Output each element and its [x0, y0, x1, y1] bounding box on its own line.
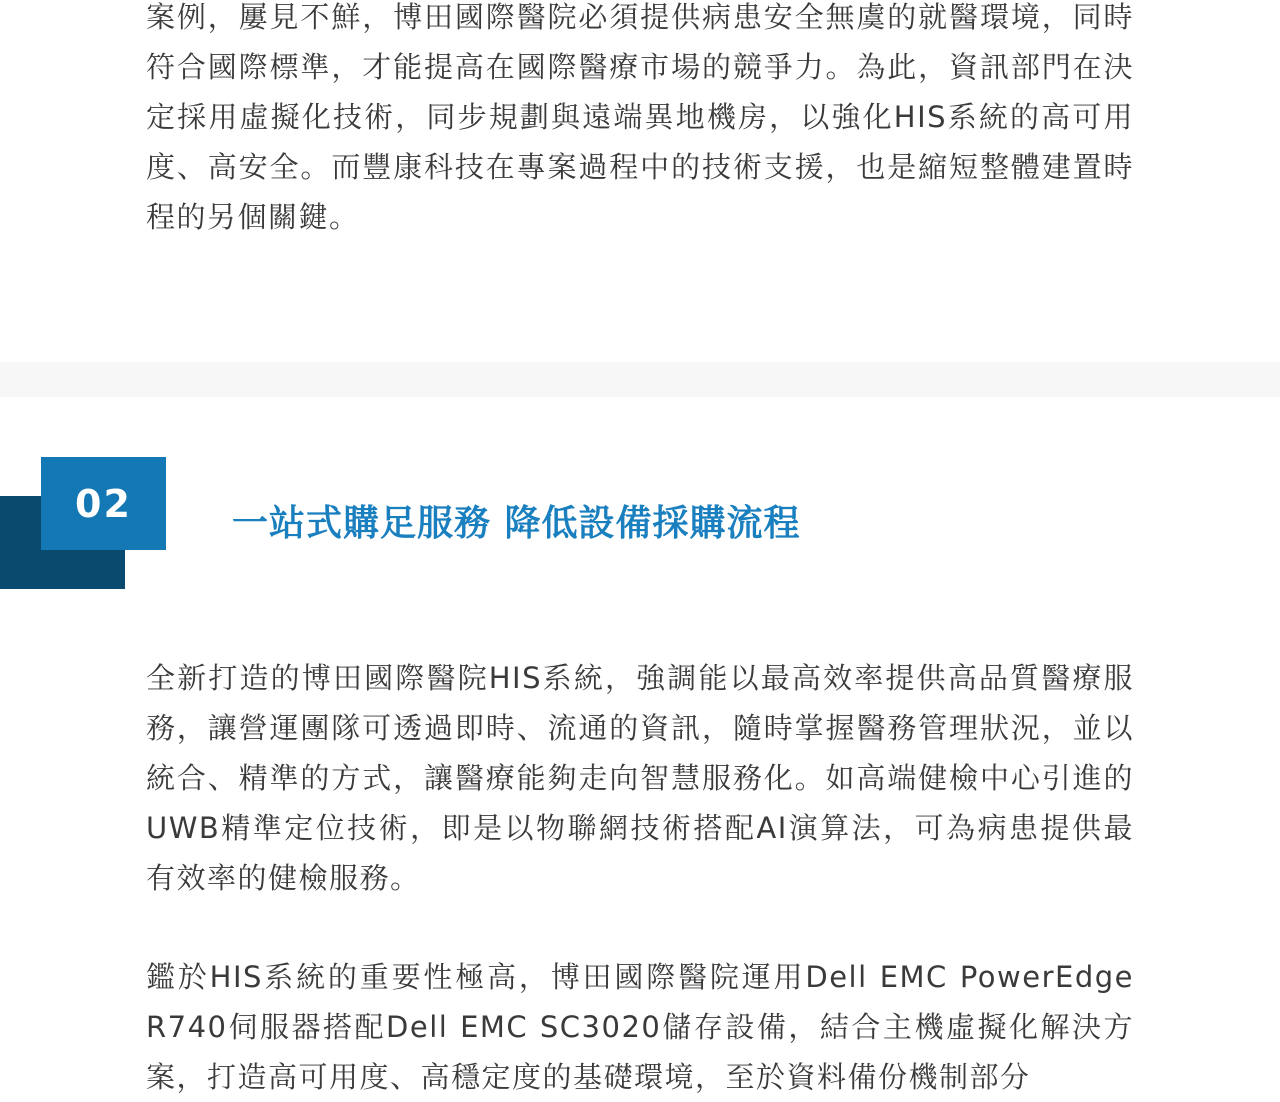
section-divider-band — [0, 362, 1280, 397]
section-number-badge — [41, 457, 166, 550]
section-number: 02 — [75, 481, 132, 526]
intro-paragraph: 案例，屢見不鮮，博田國際醫院必須提供病患安全無虞的就醫環境，同時符合國際標準，才能提高在國際醫療市場的競爭力。為此，資訊部門在決定採用虛擬化技術，同步規劃與遠端異地機房，以強化HIS系統的高可用度、高安全。而豐康科技在專案過程中的技術支援，也是縮短整體建置時程的另個關鍵。 — [146, 0, 1134, 234]
section-paragraph: 全新打造的博田國際醫院HIS系統，強調能以最高效率提供高品質醫療服務，讓營運團隊可透過即時、流通的資訊，隨時掌握醫務管理狀況，並以統合、精準的方式，讓醫療能夠走向智慧服務化。如高端健檢中心引進的UWB精準定位技術，即是以物聯網技術搭配AI演算法，可為病患提供最有效率的健檢服務。 — [146, 661, 1134, 895]
section-title: 一站式購足服務 降低設備採購流程 — [232, 503, 801, 544]
section-paragraph: 鑑於HIS系統的重要性極高，博田國際醫院運用Dell EMC PowerEdge R740伺服器搭配Dell EMC SC3020儲存設備，結合主機虛擬化解決方案，打造高可用度、高穩定度的基礎環境，至於資料備份機制部分 — [146, 960, 1134, 1094]
